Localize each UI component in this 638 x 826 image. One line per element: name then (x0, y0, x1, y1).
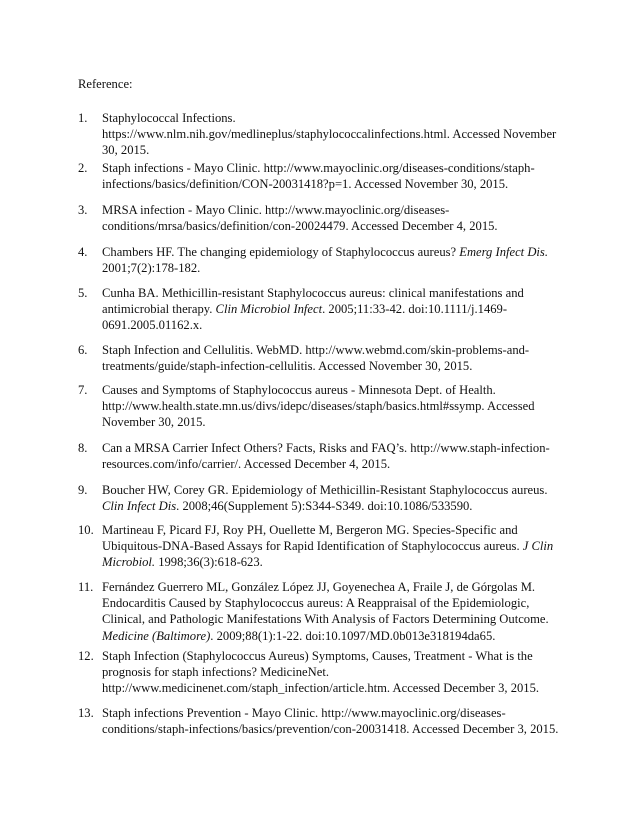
reference-number: 3. (78, 203, 88, 217)
reference-item (78, 244, 564, 276)
reference-text (102, 202, 564, 234)
reference-part: 1998;36(3):618-623. (155, 555, 263, 570)
reference-part: Can a MRSA Carrier Infect Others? Facts, Risks and FAQ’s. http://www.staph-infection-resources.com/info/carrier/. Accessed December 4, 2015. (102, 441, 550, 472)
reference-item (78, 482, 564, 514)
reference-text (102, 382, 564, 431)
reference-item (78, 285, 564, 334)
reference-heading: Reference: (78, 77, 133, 91)
reference-text (102, 482, 564, 514)
reference-text (102, 522, 564, 571)
reference-text (102, 285, 564, 334)
reference-text (102, 705, 564, 737)
reference-item (78, 579, 564, 644)
reference-text (102, 579, 564, 644)
reference-number: 11. (78, 580, 94, 594)
reference-text (102, 160, 564, 192)
reference-journal: Clin Infect Dis (102, 499, 177, 514)
reference-journal: Medicine (Baltimore) (102, 628, 211, 643)
reference-number: 9. (78, 483, 88, 497)
reference-journal: Clin Microbiol Infect (215, 302, 323, 317)
reference-part: . 2009;88(1):1-22. doi:10.1097/MD.0b013e318194da65. (210, 628, 496, 643)
reference-text (102, 648, 564, 697)
reference-text (102, 244, 564, 276)
reference-number: 6. (78, 343, 88, 357)
reference-number: 8. (78, 441, 88, 455)
reference-number: 5. (78, 286, 88, 300)
reference-part: Martineau F, Picard FJ, Roy PH, Ouellette M, Bergeron MG. Species-Specific and Ubiquitous-DNA-Based Assays for Rapid Identification of Staphylococcus aureus. (102, 523, 523, 554)
reference-part: Boucher HW, Corey GR. Epidemiology of Methicillin-Resistant Staphylococcus aureus. (102, 483, 548, 497)
reference-part: Staph infections - Mayo Clinic. http://www.mayoclinic.org/diseases-conditions/staph-infections/basics/definition/CON-20031418?p=1. Accessed November 30, 2015. (102, 161, 535, 192)
reference-number: 7. (78, 383, 88, 397)
reference-part: Chambers HF. The changing epidemiology of Staphylococcus aureus? (102, 245, 460, 259)
reference-part: Staph Infection (Staphylococcus Aureus) Symptoms, Causes, Treatment - What is the prognosis for staph infections? MedicineNet. http://www.medicinenet.com/staph_infection/article.htm. Accessed December 3, 2015. (102, 649, 540, 696)
reference-part: Staphylococcal Infections. https://www.nlm.nih.gov/medlineplus/staphylococcalinfections.html. Accessed November 30, 2015. (102, 111, 557, 158)
reference-text (102, 440, 564, 472)
reference-item (78, 110, 564, 159)
reference-part: MRSA infection - Mayo Clinic. http://www.mayoclinic.org/diseases-conditions/mrsa/basics/definition/con-20024479. Accessed December 4, 2015. (102, 203, 498, 234)
reference-part: Cunha BA. Methicillin-resistant Staphylococcus aureus: clinical manifestations and antimicrobial therapy. (102, 286, 524, 317)
reference-item (78, 705, 564, 737)
reference-part: Staph infections Prevention - Mayo Clinic. http://www.mayoclinic.org/diseases-conditions/staph-infections/basics/prevention/con-20031418. Accessed December 3, 2015. (102, 706, 559, 737)
reference-number: 13. (78, 706, 94, 720)
reference-number: 2. (78, 161, 88, 175)
reference-number: 1. (78, 111, 88, 125)
reference-item (78, 342, 564, 374)
reference-number: 4. (78, 245, 88, 259)
reference-item (78, 202, 564, 234)
reference-text (102, 342, 564, 374)
reference-journal: Emerg Infect Dis. (459, 245, 548, 259)
reference-item (78, 522, 564, 571)
reference-text (102, 110, 564, 159)
reference-item (78, 440, 564, 472)
reference-item (78, 160, 564, 192)
reference-part: . 2008;46(Supplement 5):S344-S349. doi:10.1086/533590. (176, 499, 473, 514)
reference-number: 10. (78, 523, 94, 537)
reference-item (78, 648, 564, 697)
reference-number: 12. (78, 649, 94, 663)
reference-item (78, 382, 564, 431)
reference-part: 2001;7(2):178-182. (102, 261, 201, 276)
reference-part: . 2005;11:33-42. doi:10.1111/j.1469-0691.2005.01162.x. (102, 302, 508, 333)
reference-journal: J Clin Microbiol. (102, 539, 554, 570)
reference-part: Staph Infection and Cellulitis. WebMD. http://www.webmd.com/skin-problems-and-treatments/guide/staph-infection-cellulitis. Accessed November 30, 2015. (102, 343, 530, 374)
reference-part: Fernández Guerrero ML, González López JJ, Goyenechea A, Fraile J, de Górgolas M. Endocarditis Caused by Staphylococcus aureus: A Reappraisal of the Epidemiologic, Clinical, and Pathologic Manifestations With Analysis of Factors Determining Outcome. (102, 580, 549, 627)
reference-part: Causes and Symptoms of Staphylococcus aureus - Minnesota Dept. of Health. http://www.health.state.mn.us/divs/idepc/diseases/staph/basics.html#ssymp. Accessed November 30, 2015. (102, 383, 535, 430)
